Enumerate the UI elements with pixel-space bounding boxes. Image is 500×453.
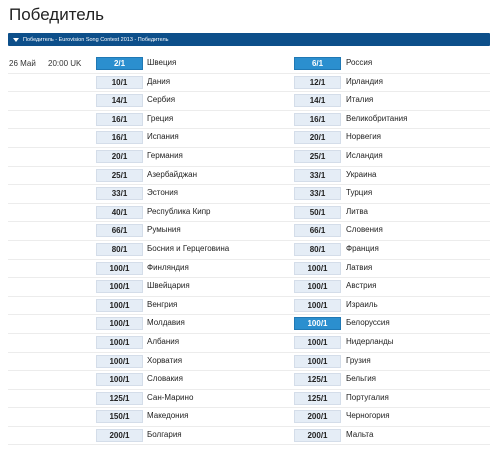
odds-button[interactable]: 12/1 — [294, 76, 341, 89]
odds-button[interactable]: 100/1 — [96, 280, 143, 293]
selection-row — [8, 148, 490, 167]
odds-button[interactable]: 2/1 — [96, 57, 143, 70]
country-name: Нидерланды — [346, 336, 394, 346]
odds-button[interactable]: 100/1 — [96, 317, 143, 330]
selection-row — [8, 204, 490, 223]
odds-button[interactable]: 200/1 — [294, 410, 341, 423]
country-name: Мальта — [346, 429, 374, 439]
country-name: Греция — [147, 113, 174, 123]
selection-row — [8, 222, 490, 241]
odds-button[interactable]: 25/1 — [96, 169, 143, 182]
country-name: Словакия — [147, 374, 183, 384]
odds-button[interactable]: 66/1 — [294, 224, 341, 237]
odds-button[interactable]: 16/1 — [96, 113, 143, 126]
odds-button[interactable]: 125/1 — [294, 392, 341, 405]
country-name: Франция — [346, 243, 379, 253]
selection-row — [8, 111, 490, 130]
odds-button[interactable]: 125/1 — [96, 392, 143, 405]
odds-button[interactable]: 80/1 — [96, 243, 143, 256]
odds-button[interactable]: 33/1 — [294, 187, 341, 200]
odds-button[interactable]: 33/1 — [96, 187, 143, 200]
selections-list — [8, 55, 490, 445]
selection-row — [8, 92, 490, 111]
country-name: Республика Кипр — [147, 206, 211, 216]
country-name: Норвегия — [346, 132, 382, 142]
selection-row — [8, 260, 490, 279]
odds-button[interactable]: 100/1 — [96, 336, 143, 349]
country-name: Македония — [147, 411, 189, 421]
selection-row — [8, 167, 490, 186]
odds-button[interactable]: 16/1 — [96, 131, 143, 144]
country-name: Хорватия — [147, 355, 183, 365]
country-name: Австрия — [346, 281, 377, 291]
country-name: Германия — [147, 150, 183, 160]
country-name: Сан-Марино — [147, 392, 194, 402]
selection-row — [8, 241, 490, 260]
odds-button[interactable]: 125/1 — [294, 373, 341, 386]
country-name: Швейцария — [147, 281, 190, 291]
country-name: Россия — [346, 58, 373, 67]
odds-button[interactable]: 100/1 — [294, 336, 341, 349]
odds-button[interactable]: 80/1 — [294, 243, 341, 256]
odds-button[interactable]: 66/1 — [96, 224, 143, 237]
country-name: Босния и Герцеговина — [147, 243, 230, 253]
country-name: Грузия — [346, 355, 371, 365]
country-name: Сербия — [147, 95, 176, 105]
country-name: Бельгия — [346, 374, 376, 384]
country-name: Черногория — [346, 411, 390, 421]
selection-row — [8, 390, 490, 409]
odds-button[interactable]: 100/1 — [96, 373, 143, 386]
country-name: Швеция — [147, 58, 177, 67]
country-name: Испания — [147, 132, 179, 142]
country-name: Ирландия — [346, 76, 383, 86]
country-name: Турция — [346, 188, 373, 198]
odds-button[interactable]: 100/1 — [294, 299, 341, 312]
country-name: Латвия — [346, 262, 373, 272]
selection-row — [8, 315, 490, 334]
odds-button[interactable]: 14/1 — [96, 94, 143, 107]
country-name: Белоруссия — [346, 318, 390, 328]
country-name: Украина — [346, 169, 377, 179]
selection-row — [8, 408, 490, 427]
odds-button[interactable]: 200/1 — [96, 429, 143, 442]
odds-button[interactable]: 10/1 — [96, 76, 143, 89]
market-header-bar[interactable] — [8, 33, 490, 46]
country-name: Дания — [147, 76, 171, 86]
odds-button[interactable]: 100/1 — [96, 262, 143, 275]
country-name: Румыния — [147, 225, 181, 235]
odds-button[interactable]: 14/1 — [294, 94, 341, 107]
country-name: Болгария — [147, 429, 182, 439]
selection-row — [8, 371, 490, 390]
odds-button[interactable]: 150/1 — [96, 410, 143, 423]
odds-button[interactable]: 40/1 — [96, 206, 143, 219]
selection-row — [8, 185, 490, 204]
country-name: Израиль — [346, 299, 378, 309]
selection-row — [8, 278, 490, 297]
selection-row — [8, 353, 490, 372]
country-name: Албания — [147, 336, 180, 346]
odds-button[interactable]: 25/1 — [294, 150, 341, 163]
odds-button[interactable]: 20/1 — [294, 131, 341, 144]
odds-button[interactable]: 33/1 — [294, 169, 341, 182]
selection-row — [8, 55, 490, 74]
odds-button[interactable]: 100/1 — [96, 355, 143, 368]
odds-button[interactable]: 16/1 — [294, 113, 341, 126]
collapse-caret-icon[interactable] — [13, 38, 19, 42]
country-name: Исландия — [346, 150, 383, 160]
event-date: 26 Май — [9, 59, 36, 68]
country-name: Словения — [346, 225, 383, 235]
country-name: Португалия — [346, 392, 389, 402]
country-name: Великобритания — [346, 113, 408, 123]
odds-button[interactable]: 20/1 — [96, 150, 143, 163]
country-name: Литва — [346, 206, 368, 216]
odds-button[interactable]: 100/1 — [294, 280, 341, 293]
page-title: Победитель — [9, 5, 104, 24]
selection-row — [8, 297, 490, 316]
country-name: Молдавия — [147, 318, 185, 328]
selection-row — [8, 334, 490, 353]
odds-button[interactable]: 6/1 — [294, 57, 341, 70]
country-name: Финляндия — [147, 262, 189, 272]
odds-button[interactable]: 200/1 — [294, 429, 341, 442]
country-name: Эстония — [147, 188, 178, 198]
selection-row — [8, 427, 490, 446]
country-name: Венгрия — [147, 299, 178, 309]
selection-row — [8, 129, 490, 148]
odds-button[interactable]: 100/1 — [96, 299, 143, 312]
odds-button[interactable]: 100/1 — [294, 262, 341, 275]
market-name: Победитель - Eurovision Song Contest 2013 - Победитель — [23, 36, 169, 43]
selection-row — [8, 74, 490, 93]
country-name: Италия — [346, 95, 374, 105]
event-time: 20:00 UK — [48, 59, 82, 68]
odds-button[interactable]: 100/1 — [294, 317, 341, 330]
odds-button[interactable]: 100/1 — [294, 355, 341, 368]
odds-button[interactable]: 50/1 — [294, 206, 341, 219]
country-name: Азербайджан — [147, 169, 198, 179]
